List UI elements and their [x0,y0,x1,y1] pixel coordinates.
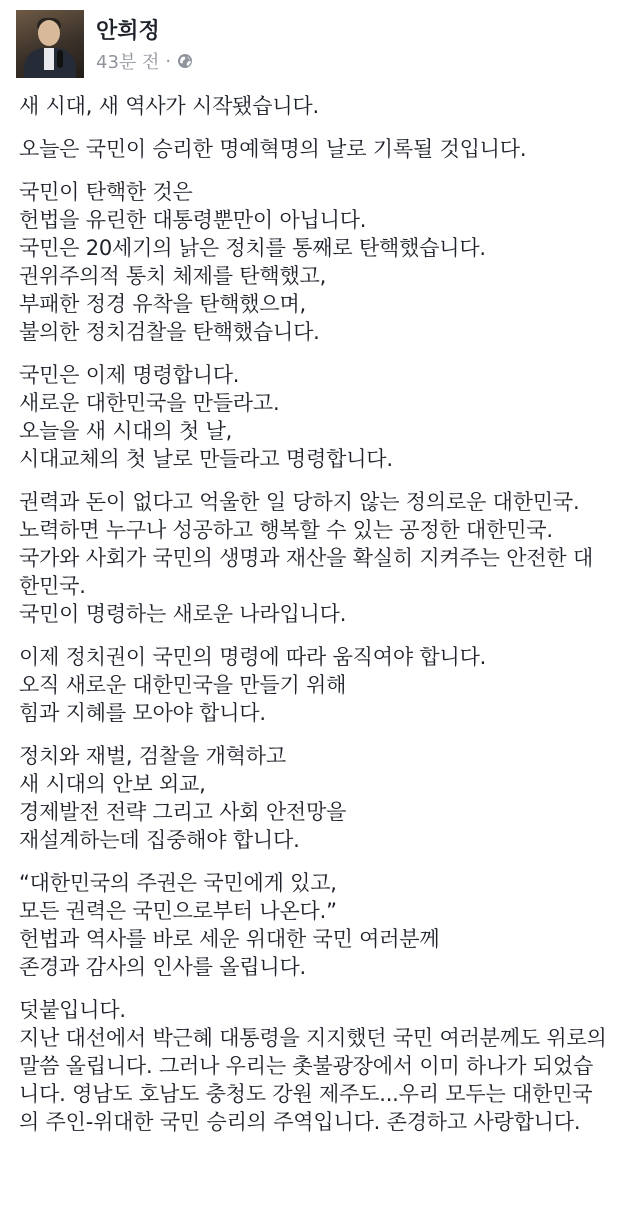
post-text-line: 새 시대, 새 역사가 시작됐습니다. [19,94,319,118]
post-text-line: 불의한 정치검찰을 탄핵했습니다. [19,320,320,344]
meta-separator: · [165,50,172,72]
post-text-line: 국민이 탄핵한 것은 [19,180,193,204]
post-text-line: 니다. 영남도 호남도 충청도 강원 제주도...우리 모두는 대한민국 [19,1082,593,1106]
post-paragraph [19,361,629,473]
post-text-line: 지난 대선에서 박근혜 대통령을 지지했던 국민 여러분께도 위로의 [19,1026,607,1050]
post-text-line: 국가와 사회가 국민의 생명과 재산을 확실히 지켜주는 안전한 대 [19,546,594,570]
post-text-line: 국민이 명령하는 새로운 나라입니다. [19,602,347,626]
post-text-line: 오늘을 새 시대의 첫 날, [19,419,233,443]
post-paragraph [19,488,629,628]
post-text-line: 새로운 대한민국을 만들라고. [19,391,280,415]
post-text-line: 말씀 올립니다. 그러나 우리는 촛불광장에서 이미 하나가 되었습 [19,1054,594,1078]
avatar-shirt [44,48,54,70]
post-paragraph [19,742,629,854]
post-paragraph [19,92,629,120]
post-text-line: 재설계하는데 집중해야 합니다. [19,828,300,852]
post-text-line: 오직 새로운 대한민국을 만들기 위해 [19,673,347,697]
post-text-line: 정치와 재벌, 검찰을 개혁하고 [19,744,286,768]
post-text-line: 의 주인-위대한 국민 승리의 주역입니다. 존경하고 사랑합니다. [19,1110,581,1134]
microphone-icon [57,50,63,68]
post-text-line: 시대교체의 첫 날로 만들라고 명령합니다. [19,447,393,471]
post-text-line: 권력과 돈이 없다고 억울한 일 당하지 않는 정의로운 대한민국. [19,490,580,514]
post-text-line: 새 시대의 안보 외교, [19,772,206,796]
post-text-line: 오늘은 국민이 승리한 명예혁명의 날로 기록될 것입니다. [19,137,527,161]
post-text-line: 헌법과 역사를 바로 세운 위대한 국민 여러분께 [19,927,440,951]
post-paragraph [19,869,629,981]
post-text-line: 국민은 20세기의 낡은 정치를 통째로 탄핵했습니다. [19,236,486,260]
author-name[interactable]: 안희정 [96,19,160,44]
post-meta [96,50,193,72]
post-text-line: “대한민국의 주권은 국민에게 있고, [19,871,337,895]
post-paragraph [19,135,629,163]
post-text-line: 노력하면 누구나 성공하고 행복할 수 있는 공정한 대한민국. [19,518,553,542]
globe-icon[interactable] [177,53,193,69]
post-paragraph [19,643,629,727]
post-timestamp[interactable]: 43분 전 [96,52,160,73]
post-text-line: 권위주의적 통치 체제를 탄핵했고, [19,264,327,288]
post-header [16,10,624,78]
post-text-line: 힘과 지혜를 모아야 합니다. [19,701,266,725]
post-text-line: 헌법을 유린한 대통령뿐만이 아닙니다. [19,208,367,232]
post-body [19,92,629,1151]
post-text-line: 경제발전 전략 그리고 사회 안전망을 [19,800,347,824]
post-text-line: 국민은 이제 명령합니다. [19,363,240,387]
post-text-line: 덧붙입니다. [19,998,126,1022]
post-text-line: 이제 정치권이 국민의 명령에 따라 움직여야 합니다. [19,645,487,669]
post-paragraph [19,996,629,1136]
post-text-line: 한민국. [19,574,86,598]
post-paragraph [19,178,629,346]
post-text-line: 부패한 정경 유착을 탄핵했으며, [19,292,307,316]
post-text-line: 존경과 감사의 인사를 올립니다. [19,955,307,979]
avatar-head [38,20,60,46]
avatar[interactable] [16,10,84,78]
post-text-line: 모든 권력은 국민으로부터 나온다.” [19,899,337,923]
